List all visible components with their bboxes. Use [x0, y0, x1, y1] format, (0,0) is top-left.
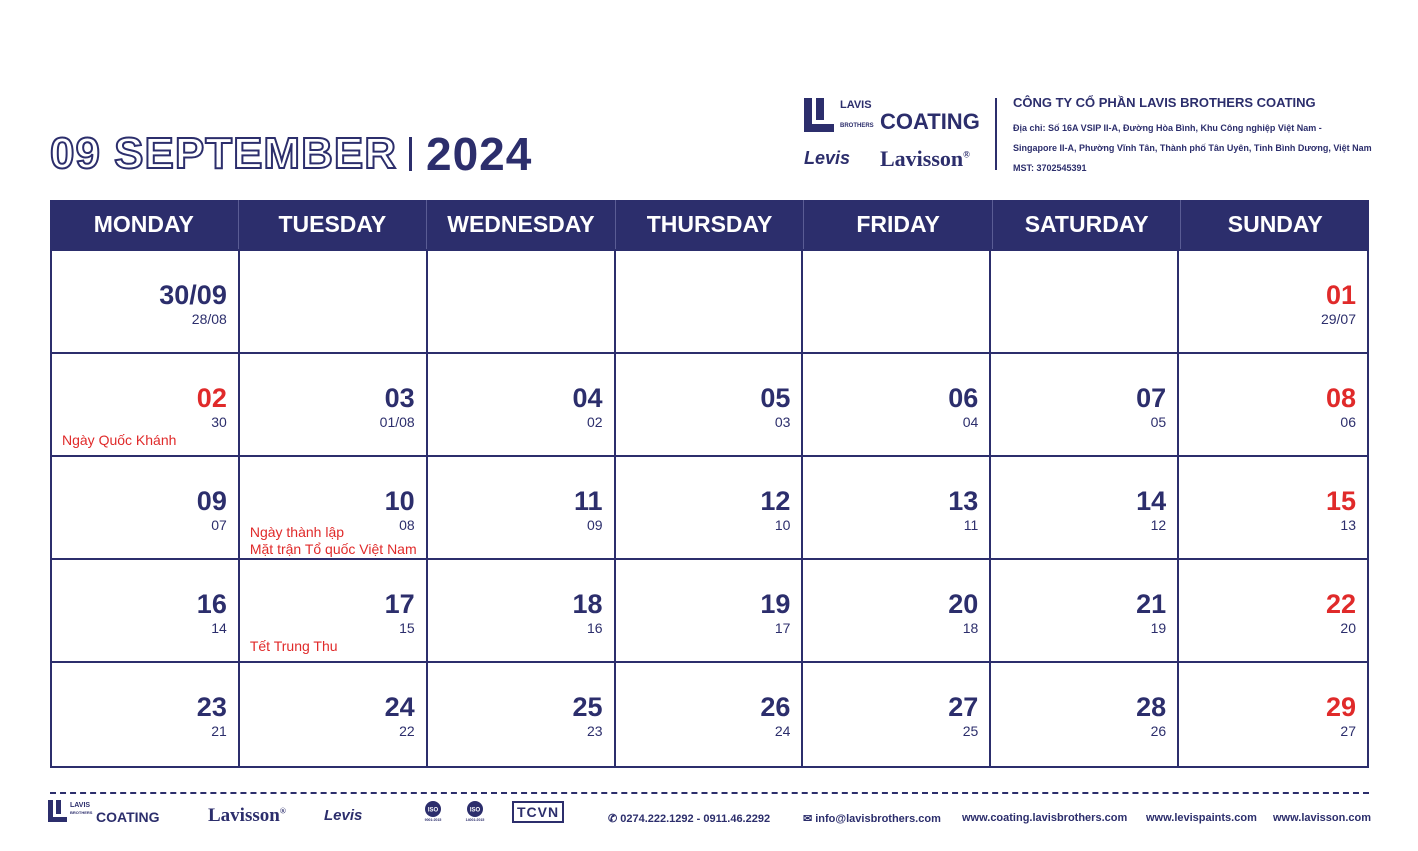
lunar-date: 04: [962, 414, 979, 430]
footer-phone: [608, 812, 770, 825]
lunar-date: 19: [1150, 620, 1167, 636]
lavisson-logo: [880, 146, 970, 172]
day-cell: [428, 251, 616, 354]
lunar-date: 26: [1150, 723, 1167, 739]
lunar-date: 24: [774, 723, 791, 739]
footer-brothers-text: BROTHERS: [70, 810, 93, 815]
day-cell: [1179, 457, 1367, 560]
day-number: 14: [1136, 486, 1167, 516]
lunar-date: 03: [774, 414, 791, 430]
iso1-label: ISO: [427, 807, 439, 814]
holiday-note-line: Mặt trận Tổ quốc Việt Nam: [249, 541, 417, 557]
holiday-note: [62, 432, 176, 449]
lunar-date: 28/08: [191, 311, 227, 327]
day-cell: [52, 560, 240, 663]
title-divider: [409, 137, 412, 171]
weekday-thursday: THURSDAY: [616, 200, 805, 249]
day-cell: [240, 560, 428, 663]
lavis-wordmark: LAVIS: [840, 99, 872, 111]
lunar-date: 13: [1340, 517, 1356, 533]
day-cell: [991, 354, 1179, 457]
day-cell: [428, 663, 616, 766]
phone-text: 0274.222.1292 - 0911.46.2292: [620, 813, 771, 825]
day-number: 09: [196, 486, 227, 516]
levis-logo: Levis: [804, 148, 851, 168]
holiday-note-line: Tết Trung Thu: [249, 638, 338, 654]
lunar-date: 02: [586, 414, 603, 430]
day-number: 21: [1136, 589, 1167, 619]
footer-lavisson-logo: [208, 805, 286, 827]
day-cell: [1179, 663, 1367, 766]
day-cell: [803, 663, 991, 766]
day-cell: [803, 457, 991, 560]
lunar-date: 27: [1340, 723, 1356, 739]
day-number: 10: [384, 486, 415, 516]
coating-wordmark: COATING: [880, 109, 980, 134]
lunar-date: 20: [1340, 620, 1356, 636]
days-grid: [50, 249, 1369, 768]
day-number: 04: [572, 383, 603, 413]
day-number: 13: [948, 486, 979, 516]
footer-website-lavisson[interactable]: www.lavisson.com: [1273, 812, 1372, 824]
company-name: CÔNG TY CỔ PHẦN LAVIS BROTHERS COATING: [1013, 95, 1316, 110]
day-number: 25: [572, 692, 603, 722]
day-number: 12: [760, 486, 791, 516]
lunar-date: 30: [211, 414, 227, 430]
day-cell: [428, 354, 616, 457]
lunar-date: 18: [962, 620, 979, 636]
day-number: 29: [1325, 692, 1356, 722]
holiday-note: [250, 524, 417, 558]
day-number: 17: [384, 589, 415, 619]
day-cell: [616, 560, 804, 663]
day-number: 02: [196, 383, 227, 413]
day-cell: [616, 457, 804, 560]
brothers-wordmark: BROTHERS: [840, 123, 874, 129]
phone-icon: ✆: [608, 813, 618, 825]
lunar-date: 11: [963, 517, 979, 533]
day-cell: [240, 354, 428, 457]
day-cell: [52, 354, 240, 457]
weekday-tuesday: TUESDAY: [239, 200, 428, 249]
lunar-date: 14: [211, 620, 227, 636]
day-cell: [991, 560, 1179, 663]
footer-levis-logo: Levis: [324, 807, 363, 824]
header-divider: [995, 98, 997, 170]
day-number: 05: [760, 383, 791, 413]
day-number: 23: [196, 692, 227, 722]
day-number: 19: [760, 589, 791, 619]
lunar-date: 15: [399, 620, 415, 636]
day-number: 03: [384, 383, 415, 413]
day-cell: [240, 663, 428, 766]
day-cell: [1179, 354, 1367, 457]
calendar-title: [50, 128, 532, 180]
footer-lavis-wordmark: [70, 802, 92, 816]
lunar-date: 16: [586, 620, 603, 636]
weekday-friday: FRIDAY: [804, 200, 993, 249]
lunar-date: 06: [1340, 414, 1356, 430]
footer-website-coating[interactable]: www.coating.lavisbrothers.com: [962, 812, 1128, 824]
day-cell: [428, 457, 616, 560]
day-cell: [240, 251, 428, 354]
day-number: 24: [384, 692, 415, 722]
tcvn-badge: TCVN: [512, 801, 564, 823]
company-tax-code: MST: 3702545391: [1013, 163, 1087, 173]
lunar-date: 29/07: [1320, 311, 1356, 327]
day-cell: [428, 560, 616, 663]
weekday-sunday: SUNDAY: [1227, 211, 1323, 237]
day-number: 01: [1325, 280, 1356, 310]
day-number: 06: [948, 383, 979, 413]
dashed-divider: [50, 792, 1369, 794]
day-number: 28: [1136, 692, 1167, 722]
day-cell: [1179, 560, 1367, 663]
header-logos: [804, 96, 984, 176]
day-cell: [803, 560, 991, 663]
lunar-date: 07: [211, 517, 227, 533]
day-cell: [991, 457, 1179, 560]
lunar-date: 10: [774, 517, 791, 533]
holiday-note-line: Ngày thành lập: [249, 524, 345, 540]
day-cell: [991, 251, 1179, 354]
weekday-wednesday: WEDNESDAY: [427, 200, 616, 249]
lunar-date: 01/08: [379, 414, 415, 430]
footer-website-levis[interactable]: www.levispaints.com: [1146, 812, 1257, 824]
calendar-grid: [50, 200, 1369, 768]
iso2-label: ISO: [469, 807, 481, 814]
holiday-note-line: Ngày Quốc Khánh: [62, 432, 177, 448]
iso2-standard: 14001:2015: [465, 818, 485, 822]
lavisson-text: Lavisson: [880, 146, 964, 171]
day-cell: [52, 663, 240, 766]
lunar-date: 12: [1150, 517, 1167, 533]
lunar-date: 05: [1150, 414, 1167, 430]
day-number: 08: [1325, 383, 1356, 413]
weekday-saturday: SATURDAY: [993, 200, 1182, 249]
day-cell: [803, 251, 991, 354]
day-cell: [991, 663, 1179, 766]
day-number: 07: [1136, 383, 1167, 413]
footer-email: [803, 812, 941, 825]
day-number: 18: [572, 589, 603, 619]
footer-registered-mark: ®: [279, 806, 286, 816]
year-label: 2024: [425, 128, 533, 180]
day-cell: [52, 457, 240, 560]
day-number: 22: [1325, 589, 1356, 619]
email-icon: ✉: [803, 813, 813, 825]
day-number: 26: [760, 692, 791, 722]
iso-badge-icon: [464, 800, 486, 822]
lavis-logo-icon: [804, 98, 836, 132]
lunar-date: 09: [586, 517, 603, 533]
footer-lavisson-text: Lavisson: [208, 805, 280, 826]
holiday-note: [250, 638, 338, 655]
weekday-monday: MONDAY: [50, 200, 239, 249]
lunar-date: 25: [962, 723, 979, 739]
day-number: 11: [574, 486, 603, 516]
day-cell: [616, 354, 804, 457]
day-cell: [1179, 251, 1367, 354]
day-number: 20: [948, 589, 979, 619]
day-number: 16: [196, 589, 227, 619]
month-label: 09 SEPTEMBER: [50, 129, 397, 178]
email-text: info@lavisbrothers.com: [815, 813, 941, 825]
day-cell: [240, 457, 428, 560]
day-cell: [803, 354, 991, 457]
registered-mark: ®: [963, 149, 970, 160]
company-address-line2: Singapore II-A, Phường Vĩnh Tân, Thành phố Tân Uyên, Tỉnh Bình Dương, Việt Nam: [1013, 143, 1372, 153]
lunar-date: 22: [399, 723, 415, 739]
lunar-date: 08: [399, 517, 415, 533]
company-info: [1013, 95, 1373, 178]
lavis-logo-icon: [48, 800, 68, 822]
lunar-date: 23: [586, 723, 603, 739]
iso1-standard: 9001:2015: [424, 818, 442, 822]
weekday-header: [50, 200, 1369, 249]
footer: [48, 798, 1372, 838]
footer-coating-wordmark: COATING: [96, 809, 160, 825]
footer-lavis-text: LAVIS: [70, 802, 91, 809]
day-cell: [616, 663, 804, 766]
company-address-line1: Địa chỉ: Số 16A VSIP II-A, Đường Hòa Bình, Khu Công nghiệp Việt Nam -: [1013, 123, 1322, 133]
day-number: 15: [1325, 486, 1356, 516]
day-number: 27: [948, 692, 979, 722]
day-cell: [616, 251, 804, 354]
lunar-date: 21: [211, 723, 227, 739]
lunar-date: 17: [774, 620, 791, 636]
day-cell: [52, 251, 240, 354]
iso-badge-icon: [422, 800, 444, 822]
day-number: 30/09: [159, 280, 227, 310]
